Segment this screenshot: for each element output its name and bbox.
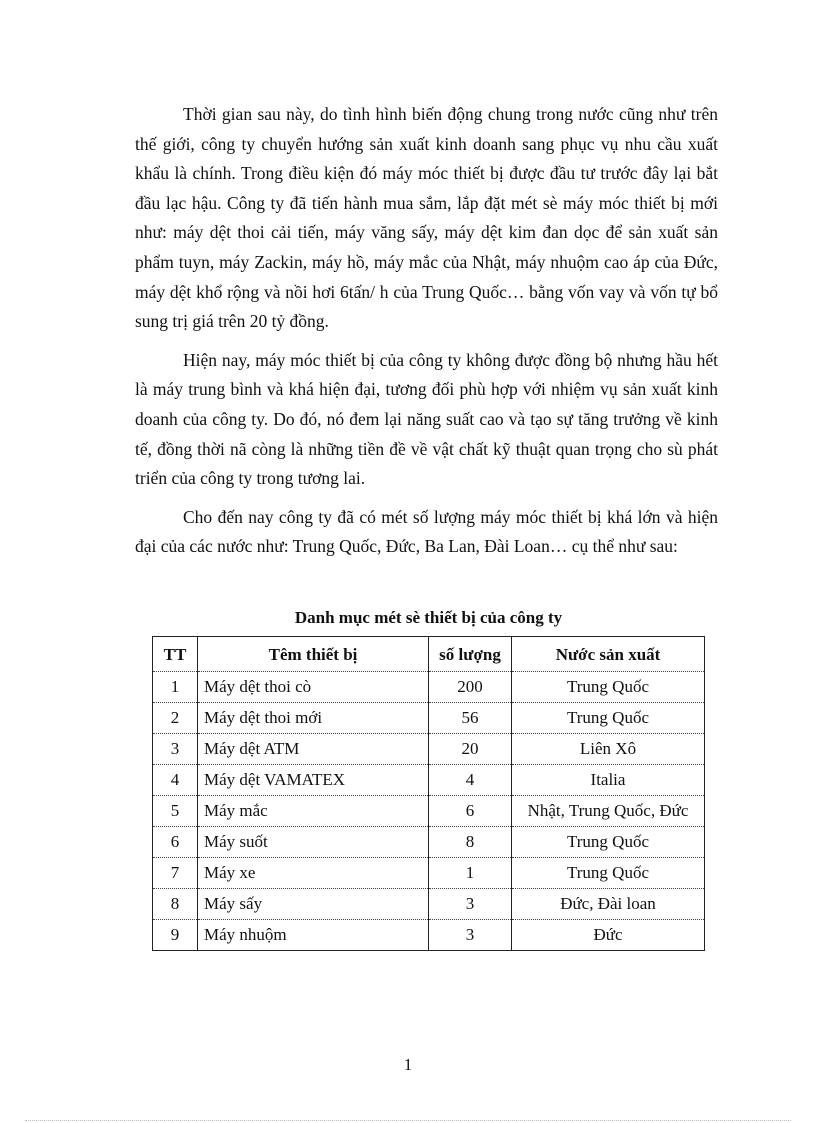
cell-qty: 3 — [429, 920, 512, 951]
cell-qty: 4 — [429, 765, 512, 796]
paragraph-2: Hiện nay, máy móc thiết bị của công ty không được đồng bộ nhưng hầu hết là máy trung bình và khá hiện đại, tương đối phù hợp với nhiệm vụ sản xuất kinh doanh của công ty. Do đó, nó đem lại năng suất cao và tạo sự tăng trưởng về kinh tế, đồng thời nã còng là những tiền đề về vật chất kỹ thuật quan trọng cho sù phát triển của công ty trong tương lai. — [135, 349, 718, 489]
table-row — [153, 889, 705, 920]
cell-qty: 3 — [429, 889, 512, 920]
cell-tt: 7 — [153, 858, 198, 889]
header-country: Nước sản xuất — [512, 637, 705, 672]
table-title: Danh mục mét sè thiết bị của công ty — [294, 608, 563, 627]
cell-qty: 56 — [429, 703, 512, 734]
cell-tt: 5 — [153, 796, 198, 827]
cell-name: Máy sấy — [198, 889, 429, 920]
cell-tt: 8 — [153, 889, 198, 920]
cell-name: Máy mắc — [198, 796, 429, 827]
cell-country: Trung Quốc — [512, 858, 705, 889]
cell-name: Máy xe — [198, 858, 429, 889]
cell-name: Máy dệt thoi cò — [198, 672, 429, 703]
cell-country: Trung Quốc — [512, 703, 705, 734]
cell-name: Máy suốt — [198, 827, 429, 858]
cell-country: Italia — [512, 765, 705, 796]
cell-name: Máy nhuộm — [198, 920, 429, 951]
cell-country: Đức, Đài loan — [512, 889, 705, 920]
cell-tt: 9 — [153, 920, 198, 951]
header-name: Têm thiết bị — [198, 637, 429, 672]
paragraph-3: Cho đến nay công ty đã có mét số lượng máy móc thiết bị khá lớn và hiện đại của các nước như: Trung Quốc, Đức, Ba Lan, Đài Loan… cụ thể như sau: — [135, 506, 718, 557]
equipment-table — [152, 636, 705, 951]
cell-qty: 6 — [429, 796, 512, 827]
header-qty: số lượng — [429, 637, 512, 672]
footer-divider — [25, 1120, 791, 1121]
cell-country: Trung Quốc — [512, 827, 705, 858]
cell-country: Nhật, Trung Quốc, Đức — [512, 796, 705, 827]
table-row — [153, 827, 705, 858]
body-text — [135, 100, 718, 571]
cell-qty: 20 — [429, 734, 512, 765]
cell-qty: 8 — [429, 827, 512, 858]
cell-country: Liên Xô — [512, 734, 705, 765]
cell-name: Máy dệt VAMATEX — [198, 765, 429, 796]
header-tt: TT — [153, 637, 198, 672]
cell-tt: 3 — [153, 734, 198, 765]
paragraph-1: Thời gian sau này, do tình hình biến động chung trong nước cũng như trên thế giới, công ty chuyển hướng sản xuất kinh doanh sang phục vụ nhu cầu xuất khẩu là chính. Trong điều kiện đó máy móc thiết bị được đầu tư trước đây lại bắt đầu lạc hậu. Công ty đã tiến hành mua sắm, lắp đặt mét sè máy móc thiết bị mới như: máy dệt thoi cải tiến, máy văng sấy, máy dệt kim đan dọc để sản xuất sản phẩm tuyn, máy Zackin, máy hồ, máy mắc của Nhật, máy nhuộm cao áp của Đức, máy dệt khổ rộng và nồi hơi 6tấn/ h của Trung Quốc… bằng vốn vay và vốn tự bổ sung trị giá trên 20 tỷ đồng. — [135, 104, 718, 332]
table-row — [153, 672, 705, 703]
cell-country: Đức — [512, 920, 705, 951]
table-row — [153, 796, 705, 827]
cell-tt: 6 — [153, 827, 198, 858]
table-row — [153, 734, 705, 765]
cell-qty: 1 — [429, 858, 512, 889]
page-number: 1 — [403, 1055, 413, 1074]
cell-tt: 4 — [153, 765, 198, 796]
table-row — [153, 703, 705, 734]
cell-tt: 1 — [153, 672, 198, 703]
table-row — [153, 765, 705, 796]
cell-country: Trung Quốc — [512, 672, 705, 703]
cell-tt: 2 — [153, 703, 198, 734]
table-row — [153, 920, 705, 951]
cell-name: Máy dệt thoi mới — [198, 703, 429, 734]
table-header-row — [153, 637, 705, 672]
cell-qty: 200 — [429, 672, 512, 703]
cell-name: Máy dệt ATM — [198, 734, 429, 765]
table-row — [153, 858, 705, 889]
